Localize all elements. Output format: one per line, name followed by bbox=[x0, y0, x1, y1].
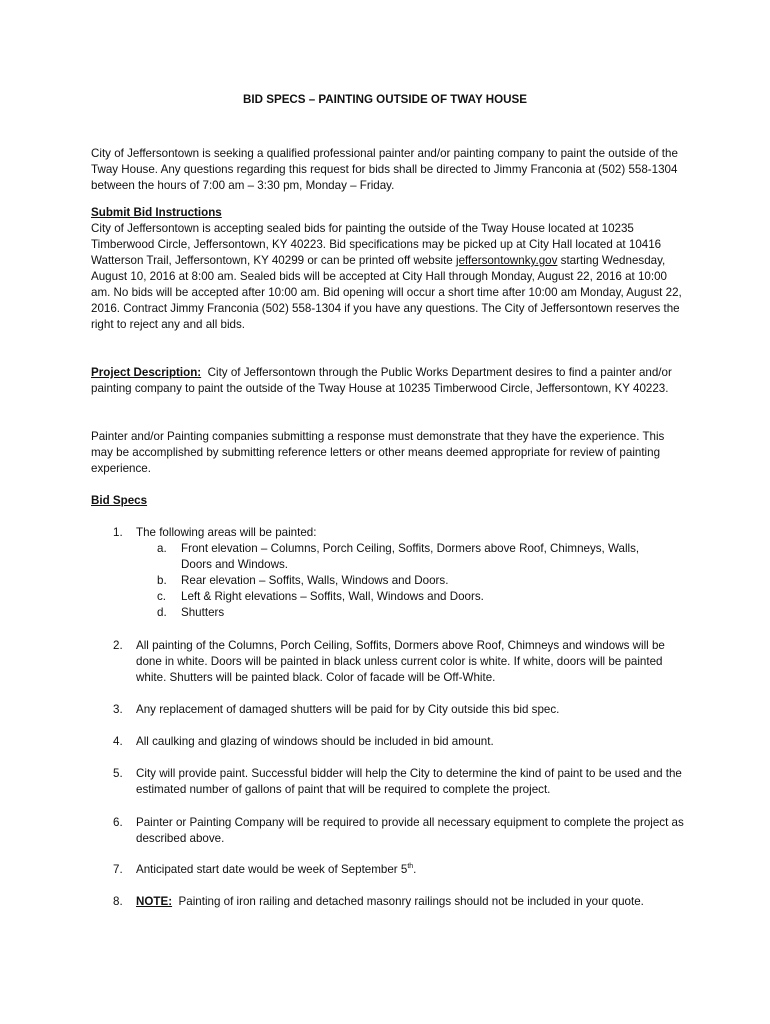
sub-text: Front elevation – Columns, Porch Ceiling, Soffits, Dormers above Roof, Chimneys, Walls, bbox=[181, 542, 640, 555]
sub-letter: a. bbox=[157, 542, 167, 555]
item-text: All caulking and glazing of windows should be included in bid amount. bbox=[136, 735, 494, 748]
experience-paragraph: Painter and/or Painting companies submitting a response must demonstrate that they have the experience. This may be accomplished by submitting reference letters or other means deemed appropriate for review of painting experience. bbox=[91, 430, 665, 475]
submit-heading: Submit Bid Instructions bbox=[91, 206, 222, 219]
item-text: The following areas will be painted: bbox=[136, 526, 317, 539]
sub-text: Shutters bbox=[181, 606, 225, 619]
intro-paragraph: City of Jeffersontown is seeking a qualified professional painter and/or painting company to paint the outside of the Tway House. Any questions regarding this request for bids shall be directed to Jimmy Franconia at (502) 558-1304 between the hours of 7:00 am – 3:30 pm, Monday – Friday. bbox=[91, 147, 678, 192]
item-number: 1. bbox=[113, 526, 123, 539]
ordinal-suffix: th bbox=[407, 863, 414, 871]
item-text-main: Anticipated start date would be week of September 5 bbox=[136, 863, 408, 876]
item-text bbox=[136, 894, 684, 910]
item-text: Any replacement of damaged shutters will be paid for by City outside this bid spec. bbox=[136, 703, 560, 716]
item-number: 3. bbox=[113, 703, 123, 716]
submit-text-after-link: starting Wednesday, August 10, 2016 at 8:00 am. Sealed bids will be accepted at City Hall through Monday, August 22, 2016 at 10:00 am. No bids will be accepted after 10:00 am. Bid opening will occur a short time after 10:00 am Monday, August 22, 2016. Contract Jimmy Franconia (502) 558-1304 if you have any questions. The City of Jeffersontown reserves the right to reject any and all bids. bbox=[91, 254, 682, 331]
website-link[interactable]: jeffersontownky.gov bbox=[456, 254, 558, 267]
submit-paragraph bbox=[91, 221, 683, 333]
item-text-end: . bbox=[413, 863, 417, 876]
sub-letter: b. bbox=[157, 574, 167, 587]
item-text: All painting of the Columns, Porch Ceiling, Soffits, Dormers above Roof, Chimneys and windows will be done in white. Doors will be painted in black unless current color is white. If white, doors will be painted white. Shutters will be painted black. Color of facade will be Off-White. bbox=[136, 639, 665, 684]
item-number: 6. bbox=[113, 816, 123, 829]
sub-letter: d. bbox=[157, 606, 167, 619]
bid-specs-heading: Bid Specs bbox=[91, 494, 148, 507]
sub-text: Left & Right elevations – Soffits, Wall, Windows and Doors. bbox=[181, 590, 484, 603]
sub-text-continued: Doors and Windows. bbox=[181, 558, 288, 571]
note-label: NOTE: bbox=[136, 895, 173, 908]
project-text: City of Jeffersontown through the Public Works Department desires to find a painter and/or painting company to paint the outside of the Tway House at 10235 Timberwood Circle, Jeffersontown, KY 40223. bbox=[91, 366, 672, 395]
project-description bbox=[91, 365, 683, 397]
item-text: Painter or Painting Company will be required to provide all necessary equipment to complete the project as described above. bbox=[136, 816, 684, 845]
item-number: 5. bbox=[113, 767, 123, 780]
sub-text: Rear elevation – Soffits, Walls, Windows and Doors. bbox=[181, 574, 449, 587]
page-title: BID SPECS – PAINTING OUTSIDE OF TWAY HOUSE bbox=[243, 93, 527, 106]
sub-letter: c. bbox=[157, 590, 167, 603]
item-text bbox=[136, 862, 684, 878]
submit-text-before-link: City of Jeffersontown is accepting sealed bids for painting the outside of the Tway House located at 10235 Timberwood Circle, Jeffersontown, KY 40223. Bid specifications may be picked up at City Hall located at 10416 Watterson Trail, Jeffersontown, KY 40299 or can be printed off website bbox=[91, 222, 662, 267]
note-text: Painting of iron railing and detached masonry railings should not be included in your quote. bbox=[178, 895, 644, 908]
item-number: 7. bbox=[113, 863, 123, 876]
item-number: 8. bbox=[113, 895, 123, 908]
item-number: 4. bbox=[113, 735, 123, 748]
project-label: Project Description: bbox=[91, 366, 202, 379]
item-number: 2. bbox=[113, 639, 123, 652]
item-text: City will provide paint. Successful bidder will help the City to determine the kind of paint to be used and the estimated number of gallons of paint that will be required to complete the project. bbox=[136, 767, 682, 796]
